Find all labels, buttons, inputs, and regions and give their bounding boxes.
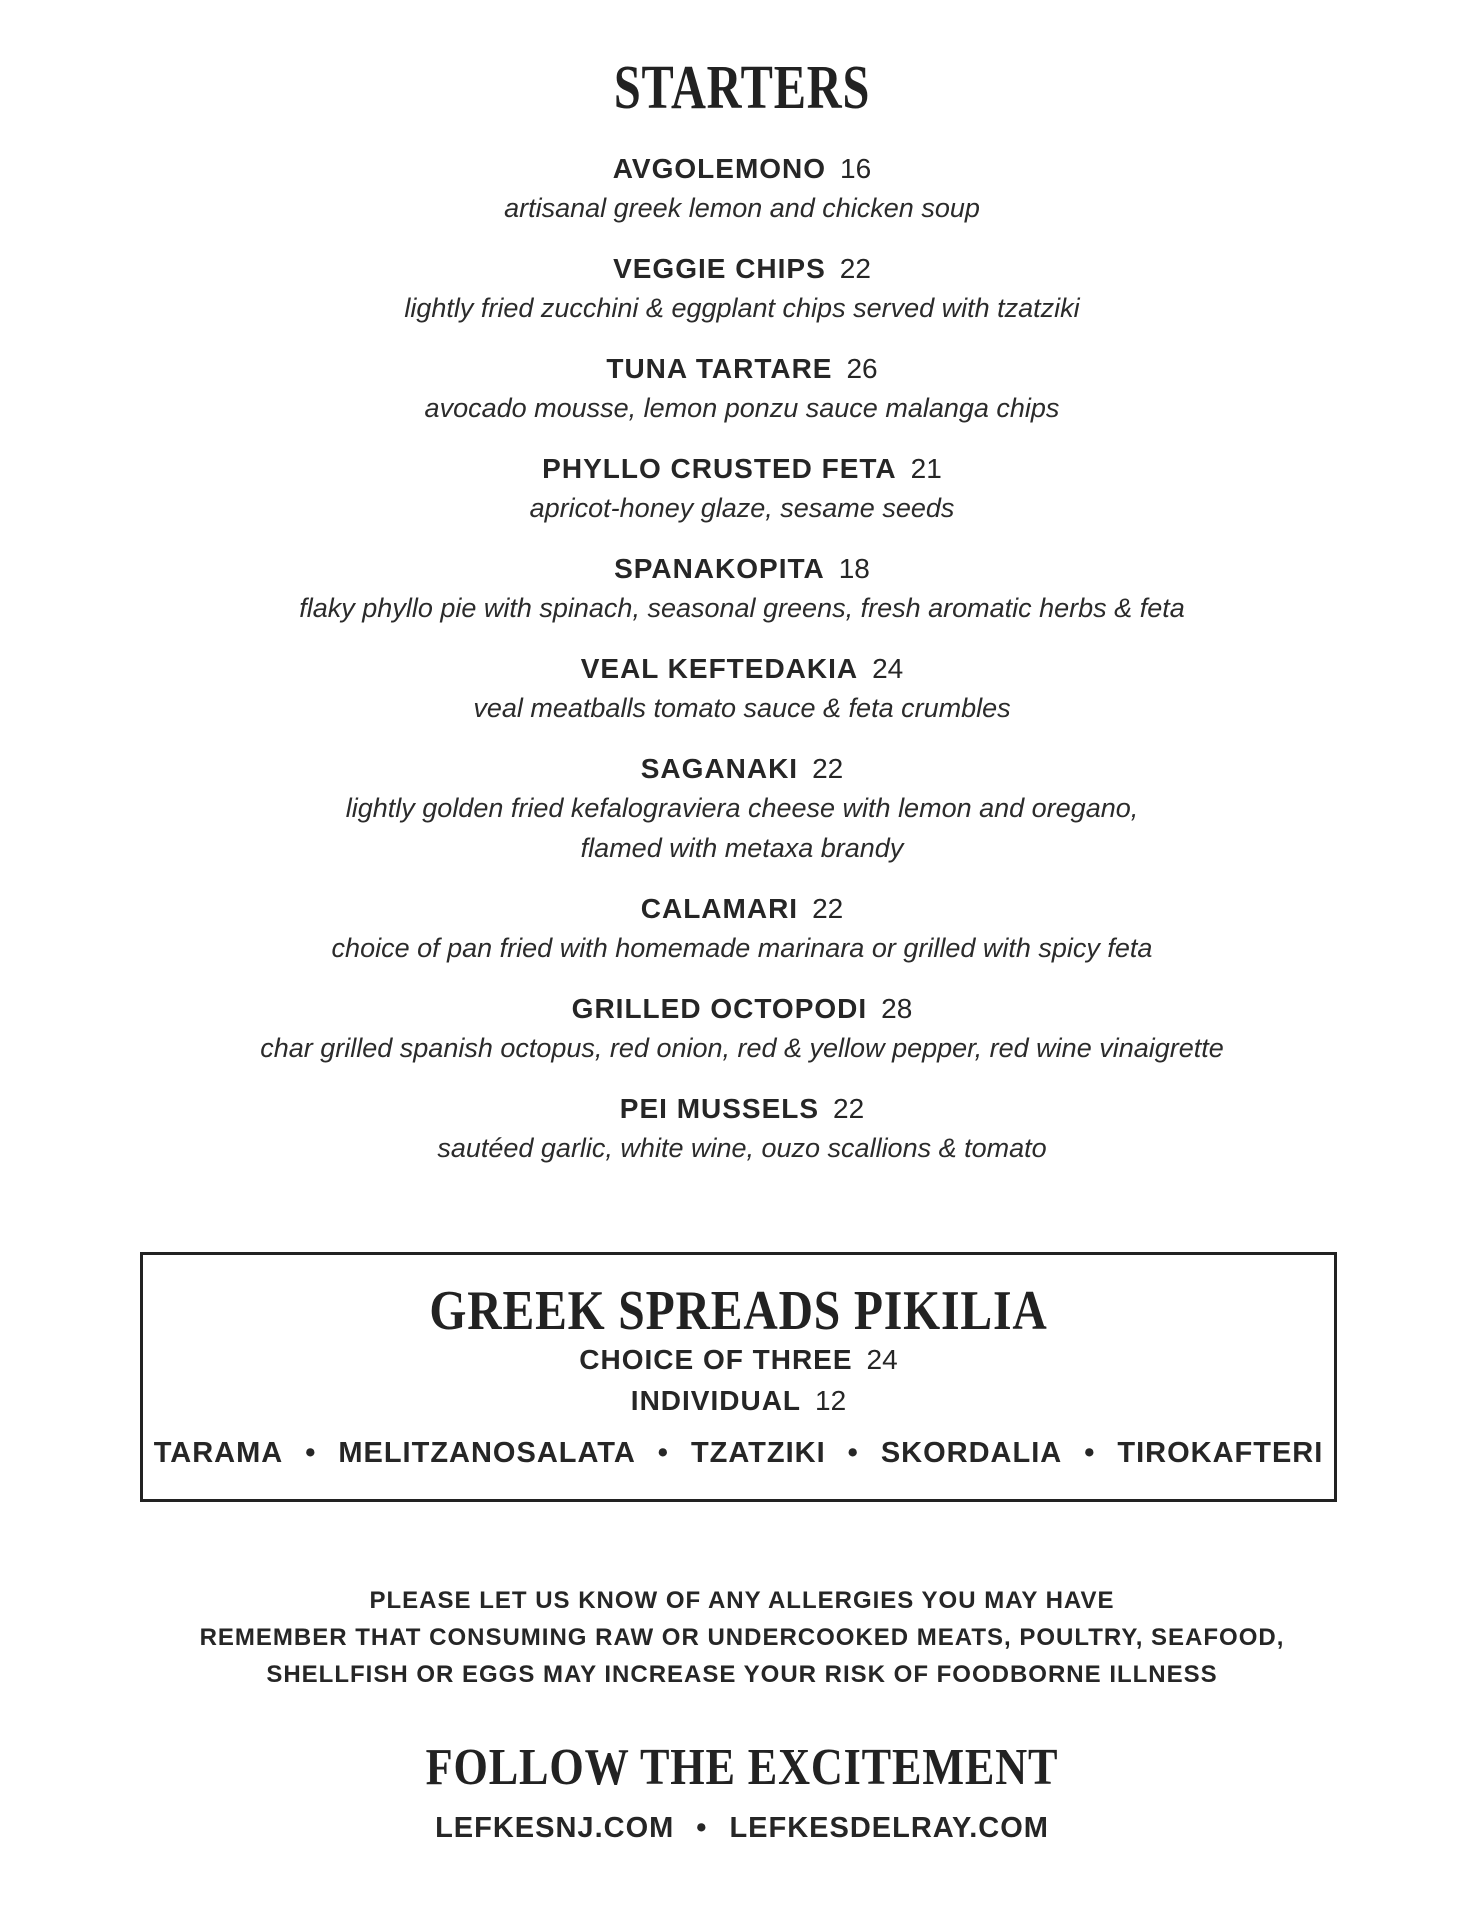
bullet-separator: • [657,1437,669,1469]
spread-options [143,1433,1334,1473]
item-name: TUNA TARTARE [606,353,833,384]
menu-item-tuna-tartare [0,350,1484,428]
spread-option: MELITZANOSALATA [338,1437,636,1469]
item-description: apricot-honey glaze, sesame seeds [529,493,955,523]
spreads-heading: GREEK SPREADS PIKILIA [429,1280,1048,1342]
item-name: VEAL KEFTEDAKIA [580,653,859,684]
item-description: lightly fried zucchini & eggplant chips served with tzatziki [404,293,1080,323]
allergy-line: PLEASE LET US KNOW OF ANY ALLERGIES YOU MAY HAVE [369,1587,1115,1614]
item-name: PEI MUSSELS [619,1093,820,1124]
follow-heading: FOLLOW THE EXCITEMENT [425,1739,1059,1796]
item-price: 22 [812,753,844,784]
item-price: 22 [839,253,871,284]
allergy-notice [0,1582,1484,1693]
choice-label: CHOICE OF THREE [579,1344,853,1375]
item-description: char grilled spanish octopus, red onion, red & yellow pepper, red wine vinaigrette [260,1033,1224,1063]
item-price: 21 [910,453,942,484]
allergy-line: SHELLFISH OR EGGS MAY INCREASE YOUR RISK OF FOODBORNE ILLNESS [266,1661,1218,1688]
spread-option: SKORDALIA [880,1437,1063,1469]
spread-option: TARAMA [153,1437,284,1469]
menu-item-pei-mussels [0,1090,1484,1168]
menu-item-phyllo-crusted-feta [0,450,1484,528]
individual-label: INDIVIDUAL [630,1385,802,1416]
item-name: AVGOLEMONO [612,153,827,184]
menu-item-grilled-octopodi [0,990,1484,1068]
bullet-separator: • [1084,1437,1096,1469]
item-name: GRILLED OCTOPODI [571,993,868,1024]
item-price: 22 [812,893,844,924]
individual-price: 12 [815,1385,847,1416]
item-price: 26 [846,353,878,384]
item-price: 28 [881,993,913,1024]
item-price: 24 [872,653,904,684]
menu-item-veggie-chips [0,250,1484,328]
item-description: artisanal greek lemon and chicken soup [504,193,980,223]
item-name: CALAMARI [640,893,799,924]
site-link-lefkesnj[interactable]: LEFKESNJ.COM [435,1812,675,1844]
item-description: avocado mousse, lemon ponzu sauce malanga chips [424,393,1060,423]
bullet-separator: • [305,1437,317,1469]
site-link-lefkesdelray[interactable]: LEFKESDELRAY.COM [729,1812,1049,1844]
item-description-line-2: flamed with metaxa brandy [580,833,904,863]
spread-option: TZATZIKI [690,1437,826,1469]
item-name: VEGGIE CHIPS [613,253,826,284]
item-name: SPANAKOPITA [614,553,825,584]
menu-item-calamari [0,890,1484,968]
individual [143,1381,1334,1421]
item-price: 18 [838,553,870,584]
item-name: SAGANAKI [640,753,799,784]
starters-list [0,150,1484,1190]
choice-price: 24 [866,1344,898,1375]
item-description: choice of pan fried with homemade marinara or grilled with spicy feta [331,933,1153,963]
menu-item-veal-keftedakia [0,650,1484,728]
item-name: PHYLLO CRUSTED FETA [542,453,897,484]
bullet-separator: • [696,1812,708,1844]
menu-item-avgolemono [0,150,1484,228]
starters-heading: STARTERS [613,54,871,122]
greek-spreads-box [140,1252,1337,1502]
choice-of-three [143,1340,1334,1380]
menu-item-saganaki [0,750,1484,868]
item-price: 22 [833,1093,865,1124]
item-description: lightly golden fried kefalograviera cheese with lemon and oregano, [345,793,1139,823]
spread-option: TIROKAFTERI [1117,1437,1324,1469]
website-links [0,1808,1484,1848]
menu-item-spanakopita [0,550,1484,628]
allergy-line: REMEMBER THAT CONSUMING RAW OR UNDERCOOKED MEATS, POULTRY, SEAFOOD, [199,1624,1285,1651]
item-description: flaky phyllo pie with spinach, seasonal greens, fresh aromatic herbs & feta [299,593,1185,623]
item-price: 16 [840,153,872,184]
item-description: sautéed garlic, white wine, ouzo scallions & tomato [437,1133,1047,1163]
bullet-separator: • [847,1437,859,1469]
item-description: veal meatballs tomato sauce & feta crumbles [473,693,1011,723]
